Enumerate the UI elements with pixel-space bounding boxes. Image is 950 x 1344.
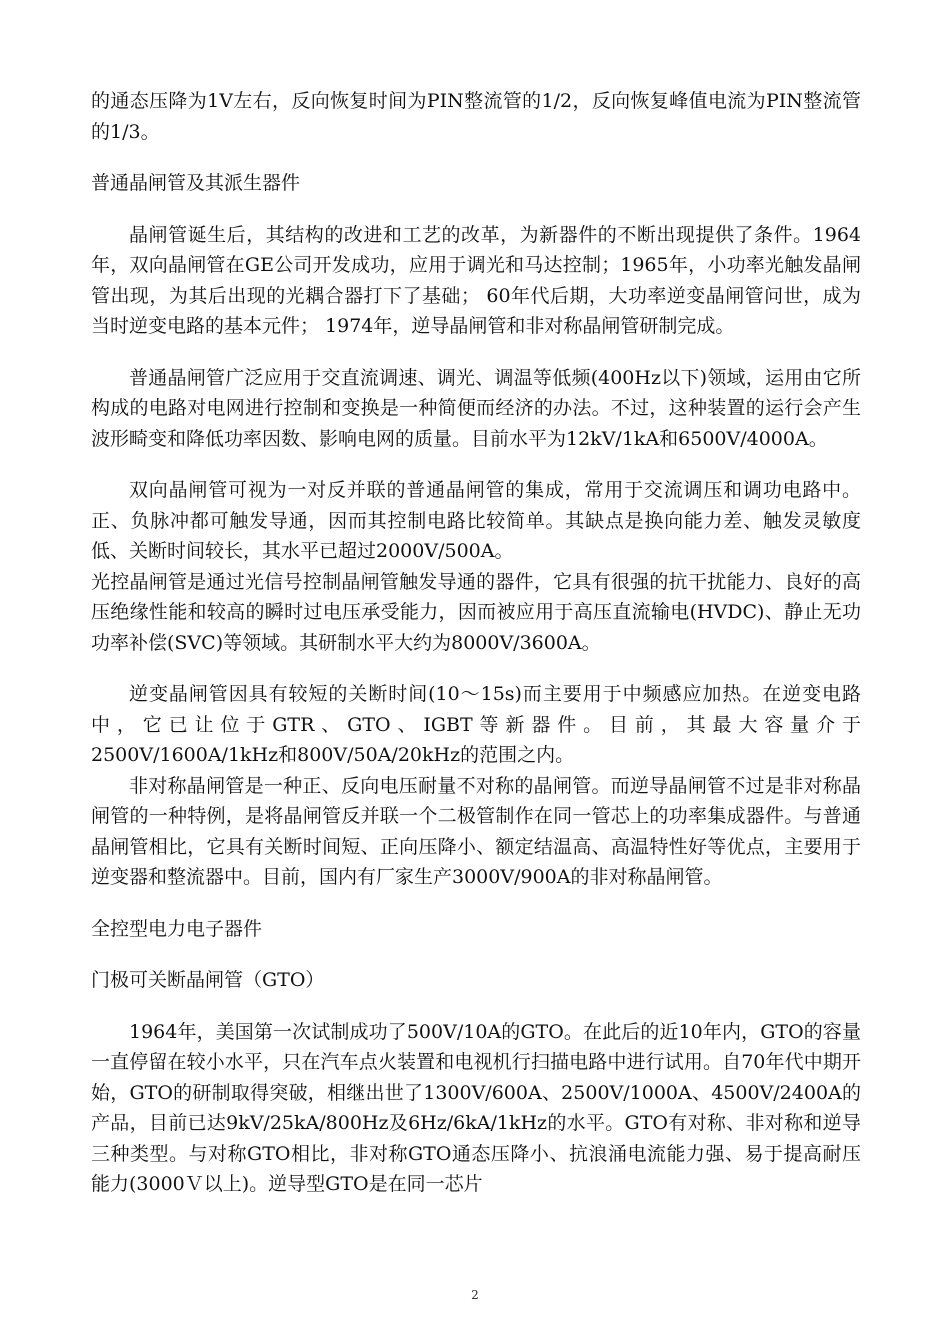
paragraph-ordinary-thyristor: 普通晶闸管广泛应用于交直流调速、调光、调温等低频(400Hz以下)领域，运用由它所构成的电路对电网进行控制和变换是一种简便而经济的办法。不过，这种装置的运行会产生波形畸变和降低功率因数、影响电网的质量。目前水平为12kV/1kA和6500V/4000A。 [91,366,861,450]
paragraph-thyristor-history: 晶闸管诞生后，其结构的改进和工艺的改革，为新器件的不断出现提供了条件。1964年，双向晶闸管在GE公司开发成功，应用于调光和马达控制；1965年，小功率光触发晶闸管出现，为其后出现的光耦合器打下了基础； 60年代后期，大功率逆变晶闸管问世，成为当时逆变电路的基本元件； 1974年，逆导晶闸管和非对称晶闸管研制完成。 [91,223,861,337]
paragraph-asymmetric-thyristor: 非对称晶闸管是一种正、反向电压耐量不对称的晶闸管。而逆导晶闸管不过是非对称晶闸管的一种特例，是将晶闸管反并联一个二极管制作在同一管芯上的功率集成器件。与普通晶闸管相比，它具有关断时间短、正向压降小、额定结温高、高温特性好等优点，主要用于逆变器和整流器中。目前，国内有厂家生产3000V/900A的非对称晶闸管。 [91,774,861,888]
document-body [91,86,861,1200]
paragraph-light-triggered-thyristor: 光控晶闸管是通过光信号控制晶闸管触发导通的器件，它具有很强的抗干扰能力、良好的高压绝缘性能和较高的瞬时过电压承受能力，因而被应用于高压直流输电(HVDC)、静止无功功率补偿(SVC)等领域。其研制水平大约为8000V/3600A。 [91,570,861,654]
page-number: 2 [471,1288,479,1302]
section-heading-thyristor: 普通晶闸管及其派生器件 [91,172,301,194]
paragraph-triac: 双向晶闸管可视为一对反并联的普通晶闸管的集成，常用于交流调压和调功电路中。正、负脉冲都可触发导通，因而其控制电路比较简单。其缺点是换向能力差、触发灵敏度低、关断时间较长，其水平已超过2000V/500A。 [91,479,861,562]
section-heading-full-control: 全控型电力电子器件 [91,917,263,940]
paragraph-continuation: 的通态压降为1V左右，反向恢复时间为PIN整流管的1/2，反向恢复峰值电流为PIN整流管的1/3。 [91,90,861,143]
subsection-heading-gto: 门极可关断晶闸管（GTO） [91,969,325,991]
paragraph-inverter-thyristor: 逆变晶闸管因具有较短的关断时间(10～15s)而主要用于中频感应加热。在逆变电路中，它已让位于GTR、GTO、IGBT等新器件。目前，其最大容量介于2500V/1600A/1kHz和800V/50A/20kHz的范围之内。 [91,683,861,766]
paragraph-gto-history: 1964年，美国第一次试制成功了500V/10A的GTO。在此后的近10年内，GTO的容量一直停留在较小水平，只在汽车点火装置和电视机行扫描电路中进行试用。自70年代中期开始，GTO的研制取得突破，相继出世了1300V/600A、2500V/1000A、4500V/2400A的产品，目前已达9kV/25kA/800Hz及6Hz/6kA/1kHz的水平。GTO有对称、非对称和逆导三种类型。与对称GTO相比，非对称GTO通态压降小、抗浪涌电流能力强、易于提高耐压能力(3000Ｖ以上)。逆导型GTO是在同一芯片 [91,1020,861,1195]
